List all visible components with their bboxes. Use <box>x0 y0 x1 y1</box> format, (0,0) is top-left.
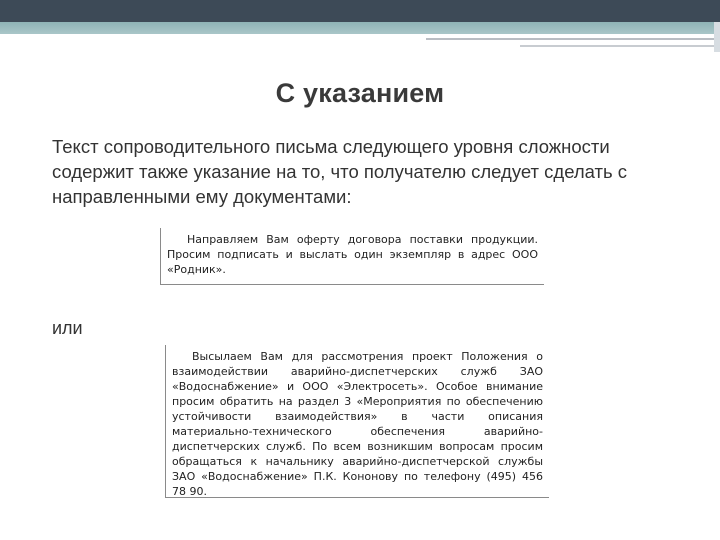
letter-example-1-text: Направляем Вам оферту договора поставки продукции. Просим подписать и выслать один экземпляр в адрес ООО «Родник». <box>167 233 538 276</box>
intro-paragraph: Текст сопроводительного письма следующего уровня сложности содержит также указание на то, что получателю следует сделать с направленными ему документами: <box>52 136 628 207</box>
letter-example-2-text: Высылаем Вам для рассмотрения проект Положения о взаимодействии аварийно-диспетчерских служб ЗАО «Водоснабжение» и ООО «Электросеть». Особое внимание просим обратить на раздел 3 «Мероприятия по обеспечению устойчивости взаимодействия» в части описания материально-технического обеспечения аварийно-диспетчерских служб. По всем возникшим вопросам просим обращаться к начальнику аварийно-диспетчерской службы ЗАО «Водоснабжение» П.К. Кононову по телефону (495) 456 78 90. <box>172 350 543 498</box>
header-edge-decoration <box>714 22 720 52</box>
letter-example-1 <box>160 228 544 285</box>
slide-title: С указанием <box>275 78 445 108</box>
separator-word: или <box>52 318 83 338</box>
header-rule-line-short <box>520 45 720 47</box>
header-accent-stripe <box>0 22 720 34</box>
header-bar <box>0 0 720 22</box>
letter-example-2 <box>165 345 549 498</box>
header-rule-line <box>426 38 720 40</box>
